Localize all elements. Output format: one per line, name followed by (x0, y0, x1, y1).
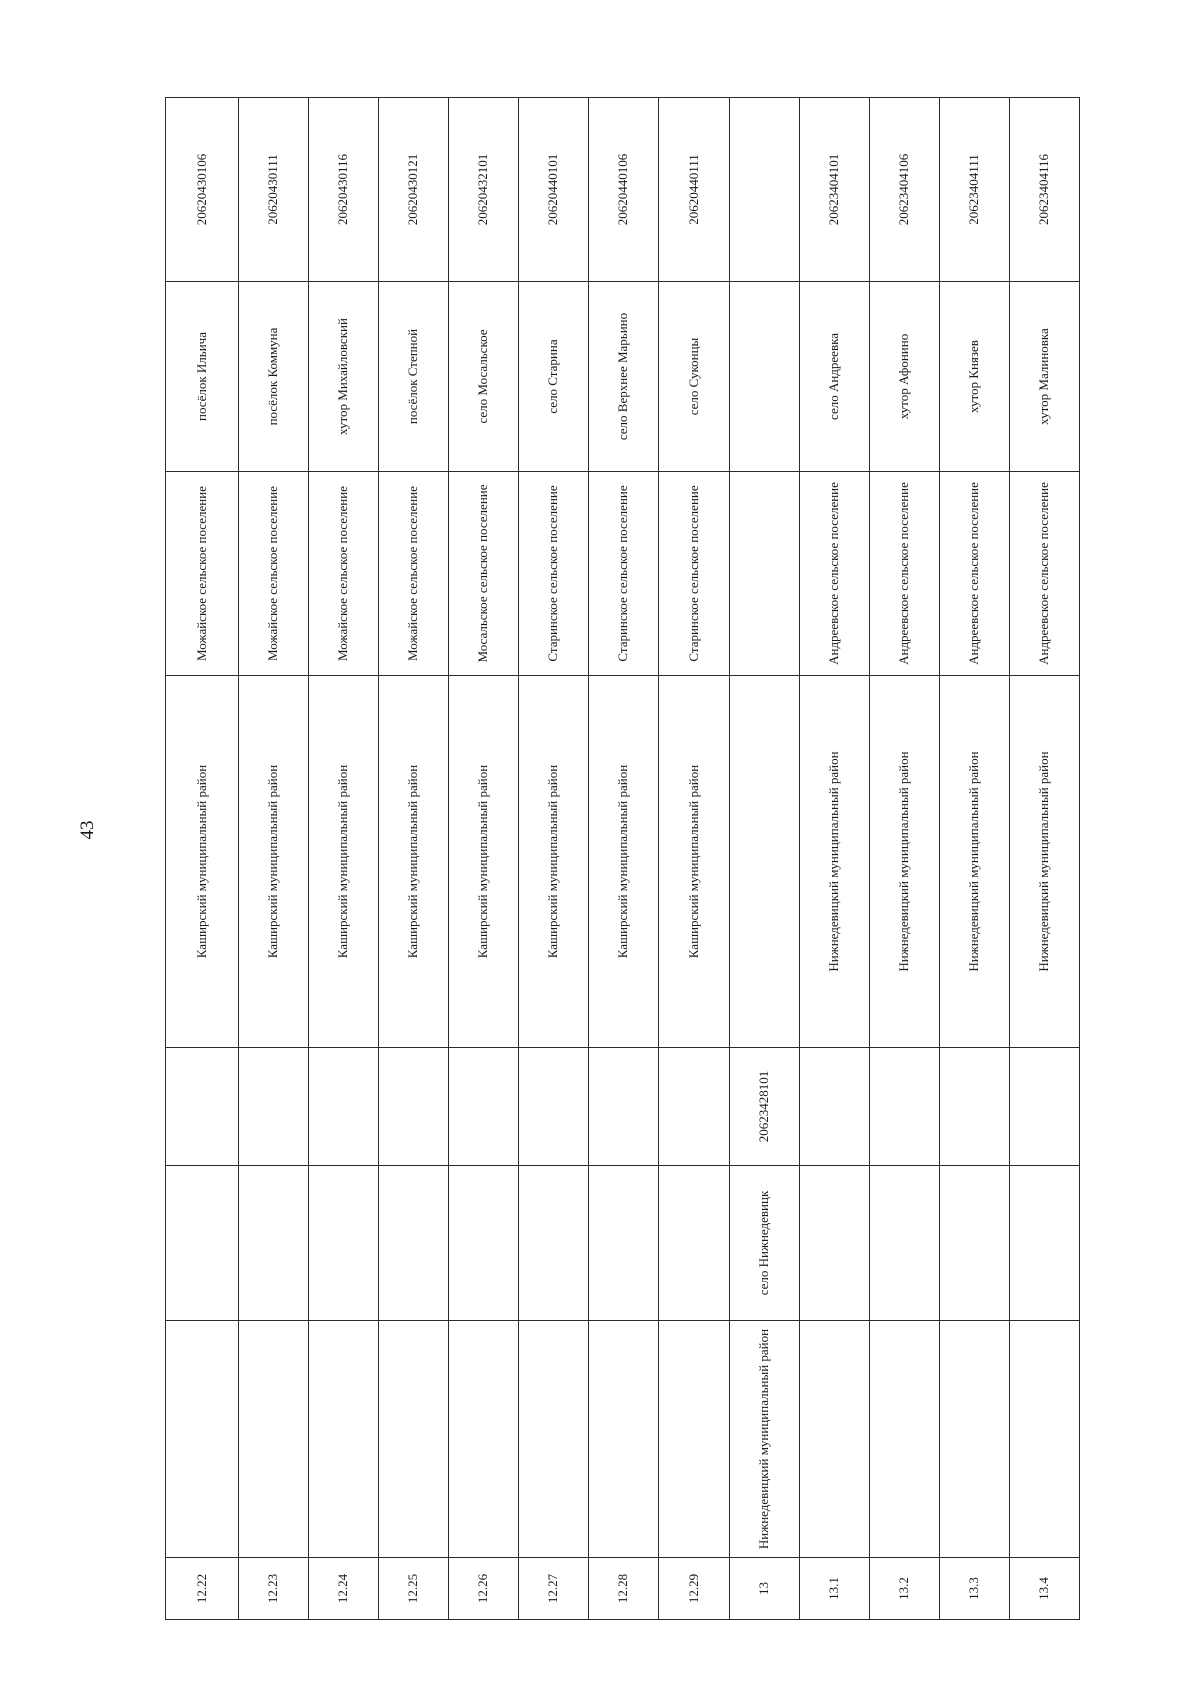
admin-center-cell (589, 1166, 659, 1321)
locality-code-cell (729, 98, 799, 282)
table-row (166, 98, 239, 1620)
district-cell (239, 1321, 309, 1558)
row-number-cell: 12.22 (166, 1558, 239, 1620)
admin-center-cell (1009, 1166, 1079, 1321)
settlement-cell (729, 472, 799, 676)
locality-code-cell: 20620440111 (659, 98, 729, 282)
admin-center-code-cell (309, 1048, 379, 1166)
row-number-cell: 13.4 (1009, 1558, 1079, 1620)
municipality-cell: Нижнедевицкий муниципальный район (939, 676, 1009, 1048)
district-cell: Нижнедевицкий муниципальный район (729, 1321, 799, 1558)
admin-center-code-cell (449, 1048, 519, 1166)
district-cell (166, 1321, 239, 1558)
municipality-cell: Каширский муниципальный район (166, 676, 239, 1048)
admin-center-cell (166, 1166, 239, 1321)
admin-center-cell: село Нижнедевицк (729, 1166, 799, 1321)
settlement-cell: Можайское сельское поселение (166, 472, 239, 676)
municipality-cell: Каширский муниципальный район (589, 676, 659, 1048)
settlement-cell: Старинское сельское поселение (659, 472, 729, 676)
admin-center-cell (869, 1166, 939, 1321)
municipality-cell: Каширский муниципальный район (519, 676, 589, 1048)
table-row (239, 98, 309, 1620)
admin-center-code-cell: 20623428101 (729, 1048, 799, 1166)
row-number-cell: 13.3 (939, 1558, 1009, 1620)
row-number-cell: 12.23 (239, 1558, 309, 1620)
locality-cell: хутор Афонино (869, 282, 939, 472)
settlement-cell: Мосальское сельское поселение (449, 472, 519, 676)
table-row (939, 98, 1009, 1620)
row-number-cell: 12.27 (519, 1558, 589, 1620)
district-cell (799, 1321, 869, 1558)
locality-code-cell: 20623404101 (799, 98, 869, 282)
admin-center-cell (659, 1166, 729, 1321)
admin-center-code-cell (239, 1048, 309, 1166)
settlement-cell: Андреевское сельское поселение (799, 472, 869, 676)
settlement-cell: Можайское сельское поселение (309, 472, 379, 676)
row-number-cell: 13 (729, 1558, 799, 1620)
locality-cell: село Андреевка (799, 282, 869, 472)
locality-cell: посёлок Степной (379, 282, 449, 472)
municipality-cell (729, 676, 799, 1048)
admin-center-cell (239, 1166, 309, 1321)
locality-code-cell: 20623404111 (939, 98, 1009, 282)
locality-code-cell: 20620440106 (589, 98, 659, 282)
admin-center-code-cell (869, 1048, 939, 1166)
page-number: 43 (77, 820, 98, 840)
locality-cell: посёлок Ильича (166, 282, 239, 472)
district-cell (1009, 1321, 1079, 1558)
settlements-table (165, 97, 1080, 1620)
table-row (799, 98, 869, 1620)
row-number-cell: 12.24 (309, 1558, 379, 1620)
locality-cell: село Суконцы (659, 282, 729, 472)
locality-code-cell: 20623404106 (869, 98, 939, 282)
admin-center-code-cell (799, 1048, 869, 1166)
municipality-cell: Каширский муниципальный район (239, 676, 309, 1048)
admin-center-code-cell (659, 1048, 729, 1166)
settlement-cell: Старинское сельское поселение (589, 472, 659, 676)
admin-center-code-cell (166, 1048, 239, 1166)
row-number-cell: 12.29 (659, 1558, 729, 1620)
settlement-cell: Андреевское сельское поселение (869, 472, 939, 676)
locality-cell: село Старина (519, 282, 589, 472)
admin-center-cell (449, 1166, 519, 1321)
settlement-cell: Андреевское сельское поселение (1009, 472, 1079, 676)
settlement-cell: Можайское сельское поселение (239, 472, 309, 676)
municipality-cell: Нижнедевицкий муниципальный район (869, 676, 939, 1048)
district-cell (589, 1321, 659, 1558)
admin-center-cell (799, 1166, 869, 1321)
table-row (659, 98, 729, 1620)
row-number-cell: 13.1 (799, 1558, 869, 1620)
table-row (869, 98, 939, 1620)
district-cell (519, 1321, 589, 1558)
municipality-cell: Каширский муниципальный район (379, 676, 449, 1048)
admin-center-code-cell (1009, 1048, 1079, 1166)
admin-center-code-cell (519, 1048, 589, 1166)
district-cell (869, 1321, 939, 1558)
admin-center-code-cell (379, 1048, 449, 1166)
municipality-cell: Каширский муниципальный район (309, 676, 379, 1048)
locality-cell: хутор Малиновка (1009, 282, 1079, 472)
rotated-table-container (165, 98, 1080, 1620)
admin-center-cell (519, 1166, 589, 1321)
district-cell (939, 1321, 1009, 1558)
row-number-cell: 12.25 (379, 1558, 449, 1620)
locality-cell (729, 282, 799, 472)
municipality-cell: Нижнедевицкий муниципальный район (1009, 676, 1079, 1048)
locality-cell: посёлок Коммуна (239, 282, 309, 472)
table-row (519, 98, 589, 1620)
municipality-cell: Каширский муниципальный район (659, 676, 729, 1048)
municipality-cell: Каширский муниципальный район (449, 676, 519, 1048)
row-number-cell: 13.2 (869, 1558, 939, 1620)
locality-code-cell: 20620430121 (379, 98, 449, 282)
admin-center-cell (379, 1166, 449, 1321)
row-number-cell: 12.26 (449, 1558, 519, 1620)
admin-center-cell (309, 1166, 379, 1321)
settlement-cell: Старинское сельское поселение (519, 472, 589, 676)
table-row (1009, 98, 1079, 1620)
municipality-cell: Нижнедевицкий муниципальный район (799, 676, 869, 1048)
district-cell (379, 1321, 449, 1558)
district-cell (659, 1321, 729, 1558)
locality-code-cell: 20620432101 (449, 98, 519, 282)
locality-code-cell: 20623404116 (1009, 98, 1079, 282)
admin-center-code-cell (589, 1048, 659, 1166)
locality-cell: хутор Михайловский (309, 282, 379, 472)
locality-code-cell: 20620430116 (309, 98, 379, 282)
district-cell (449, 1321, 519, 1558)
locality-cell: село Мосальское (449, 282, 519, 472)
table-row (449, 98, 519, 1620)
table-row (729, 98, 799, 1620)
admin-center-code-cell (939, 1048, 1009, 1166)
admin-center-cell (939, 1166, 1009, 1321)
row-number-cell: 12.28 (589, 1558, 659, 1620)
locality-code-cell: 20620430111 (239, 98, 309, 282)
locality-code-cell: 20620430106 (166, 98, 239, 282)
settlement-cell: Можайское сельское поселение (379, 472, 449, 676)
table-row (379, 98, 449, 1620)
locality-cell: хутор Князев (939, 282, 1009, 472)
locality-code-cell: 20620440101 (519, 98, 589, 282)
table-row (309, 98, 379, 1620)
table-row (589, 98, 659, 1620)
locality-cell: село Верхнее Марьино (589, 282, 659, 472)
settlement-cell: Андреевское сельское поселение (939, 472, 1009, 676)
district-cell (309, 1321, 379, 1558)
